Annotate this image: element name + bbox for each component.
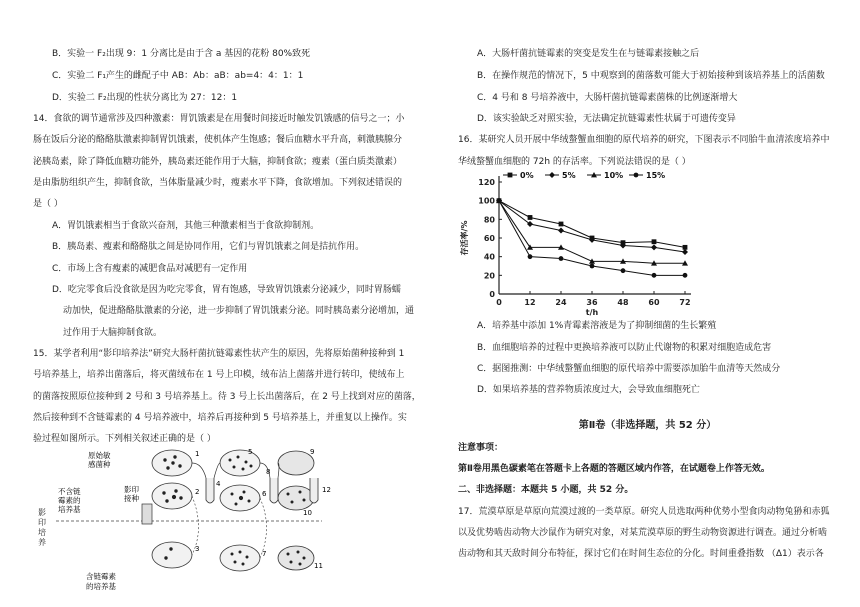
part-two-heading: 二、非选择题：本题共 5 小题，共 52 分。 [458, 485, 634, 495]
y-tick-label: 100 [478, 196, 495, 206]
data-point-1 [558, 228, 564, 234]
x-tick-label: 0 [496, 298, 502, 307]
plate-2 [152, 483, 192, 509]
y-tick-label: 60 [483, 234, 495, 243]
data-point-3 [621, 268, 626, 273]
svg-text:霉素的: 霉素的 [58, 496, 81, 505]
y-tick-label: 80 [483, 215, 495, 225]
data-point-3 [528, 254, 533, 259]
notes-title: 注意事项： [458, 443, 504, 453]
q13-option-c: C．实验二 F₁产生的雌配子中 AB：Ab：aB：ab=4：4：1：1 [52, 71, 304, 81]
plate-7 [220, 545, 260, 571]
svg-text:9: 9 [310, 448, 315, 456]
data-point-0 [652, 239, 657, 244]
tube-8 [270, 478, 278, 503]
q15-stem-line: 验过程如图所示。下列相关叙述正确的是（ ） [33, 434, 216, 444]
y-tick-label: 20 [483, 271, 495, 281]
q16-stem-line: 16．某研究人员开展中华绒螯蟹血细胞的原代培养的研究，下图表示不同胎牛血清浓度培养中 [458, 135, 830, 145]
y-axis-label: 存活率/% [460, 220, 469, 256]
legend-marker-0 [508, 173, 513, 178]
q13-option-b: B．实验一 F₂出现 9：1 分离比是由于含 a 基因的花粉 80%致死 [52, 49, 311, 59]
q14-stem-line: 14．食欲的调节通常涉及四种激素：胃饥饿素是在用餐时间接近时触发饥饿感的信号之一；小 [33, 114, 405, 124]
x-tick-label: 36 [586, 298, 598, 307]
data-point-3 [590, 264, 595, 269]
q14-stem-line: 是由脂肪组织产生，抑制食欲，当体脂量减少时，瘦素水平下降，食欲增加。下列叙述错误的 [33, 178, 403, 188]
y-tick-label: 120 [478, 178, 495, 187]
q14-option-b: B．胰岛素、瘦素和酪酪肽之间是协同作用，它们与胃饥饿素之间是拮抗作用。 [52, 242, 365, 252]
svg-text:感菌种: 感菌种 [88, 460, 111, 469]
plate-9 [278, 451, 314, 475]
q14-option-c: C．市场上含有瘦素的减肥食品对减肥有一定作用 [52, 264, 248, 274]
y-tick-label: 40 [483, 252, 495, 262]
x-axis-label: t/h [585, 308, 599, 317]
x-tick-label: 12 [524, 298, 536, 307]
q15-stem-line: 号培养基上，培养出菌落后，将灭菌绒布在 1 号上印模，绒布沾上菌落并进行转印，使绒布上 [33, 370, 405, 380]
svg-text:7: 7 [262, 550, 267, 558]
q15-option-c: C．4 号和 8 号培养液中，大肠杆菌抗链霉素菌株的比例逐渐增大 [477, 93, 738, 103]
series-line-2 [499, 201, 685, 264]
q14-stem-line: 是（ ） [33, 199, 63, 209]
svg-text:8: 8 [266, 468, 271, 476]
q16-option-b: B．血细胞培养的过程中更换培养液可以防止代谢物的积累对细胞造成危害 [477, 343, 772, 353]
svg-text:1: 1 [195, 450, 200, 458]
q15-stem-line: 然后接种到不含链霉素的 4 号培养液中，培养后再接种到 5 号培养基上，并重复以上操作。实 [33, 413, 407, 423]
svg-text:5: 5 [248, 448, 253, 456]
data-point-0 [559, 222, 564, 227]
q16-option-c: C．据图推测：中华绒螯蟹血细胞的原代培养中需要添加胎牛血清等天然成分 [477, 364, 781, 374]
notes-text: 第Ⅱ卷用黑色碳素笔在答题卡上各题的答题区域内作答，在试题卷上作答无效。 [458, 464, 770, 474]
q14-stem-line: 泌胰岛素，除了降低血糖功能外，胰岛素还能作用于大脑，抑制食欲；瘦素（蛋白质类激素） [33, 157, 403, 167]
q15-option-b: B．在操作规范的情况下，5 中观察到的菌落数可能大于初始接种到该培养基上的活菌数 [477, 71, 825, 81]
data-point-3 [683, 273, 688, 278]
data-point-3 [652, 273, 657, 278]
legend-label-1: 5% [562, 171, 576, 180]
q17-line: 17．荒漠草原是草原向荒漠过渡的一类草原。研究人员选取两种优势小型食肉动物兔狲和赤狐 [458, 507, 830, 517]
x-tick-label: 72 [679, 298, 691, 307]
replica-label: 影印培养 [37, 508, 47, 548]
q14-option-d-cont: 动加快，促进酪酪肽激素的分泌，进一步抑制了胃饥饿素分泌。同时胰岛素分泌增加，通 [63, 306, 415, 316]
svg-text:3: 3 [195, 545, 200, 553]
data-point-1 [651, 244, 657, 250]
velvet-label: 影印 [124, 485, 139, 494]
plate-11 [278, 546, 314, 570]
data-point-1 [682, 249, 688, 255]
plate-3 [152, 542, 192, 568]
y-tick-label: 0 [489, 290, 495, 299]
no-strep-label: 不含链 [58, 487, 81, 496]
original-label: 原始敏 [88, 451, 111, 460]
tube-4 [206, 478, 214, 503]
legend-marker-3 [634, 173, 639, 178]
survival-rate-chart [455, 168, 705, 316]
q17-line: 齿动物和其天敌时间分布特征，探讨它们在时间生态位的分化。时间重叠指数 （Δ1）表示各 [458, 549, 824, 559]
svg-text:2: 2 [195, 488, 200, 496]
q14-option-d-cont: 过作用于大脑抑制食欲。 [63, 328, 163, 338]
tube-12 [310, 478, 318, 503]
q13-option-d: D．实验二 F₂出现的性状分离比为 27：12：1 [52, 93, 238, 103]
x-tick-label: 24 [555, 298, 567, 307]
q14-stem-line: 肠在饭后分泌的酪酪肽激素抑制胃饥饿素，使机体产生饱感；餐后血糖水平升高，刺激胰腺分 [33, 135, 403, 145]
plate-10 [278, 486, 314, 510]
svg-text:6: 6 [262, 490, 267, 498]
x-tick-label: 60 [648, 298, 660, 307]
q16-option-d: D．如果培养基的营养物质浓度过大，会导致血细胞死亡 [477, 385, 700, 395]
plate-5 [220, 450, 260, 476]
x-tick-label: 48 [617, 298, 629, 307]
legend-label-2: 10% [604, 171, 624, 180]
q15-option-a: A．大肠杆菌抗链霉素的突变是发生在与链霉素接触之后 [477, 49, 700, 59]
svg-text:10: 10 [303, 509, 312, 517]
velvet-stamp [142, 504, 152, 524]
q15-option-d: D．该实验缺乏对照实验，无法确定抗链霉素性状属于可遗传变异 [477, 114, 736, 124]
data-point-3 [559, 256, 564, 261]
svg-text:接种: 接种 [124, 494, 139, 503]
svg-text:12: 12 [322, 486, 331, 494]
data-point-3 [497, 198, 502, 203]
data-point-0 [528, 215, 533, 220]
q14-option-a: A．胃饥饿素相当于食欲兴奋剂，其他三种激素相当于食欲抑制剂。 [52, 221, 320, 231]
q15-stem-line: 的菌落按照原位接种到 2 号和 3 号培养基上。待 3 号上长出菌落后，在 2 号上找到对应的菌落， [33, 392, 421, 402]
legend-label-0: 0% [520, 171, 534, 180]
q17-line: 以及优势啮齿动物大沙鼠作为研究对象，对某荒漠草原的野生动物资源进行调查。通过分析啮 [458, 528, 828, 538]
q14-option-d: D．吃完零食后没食欲是因为吃完零食，胃有饱感，导致胃饥饿素分泌减少，同时胃肠蠕 [52, 285, 401, 295]
svg-text:4: 4 [216, 480, 221, 488]
svg-text:11: 11 [314, 562, 323, 570]
with-strep-label: 含链霉素 [86, 572, 116, 581]
q16-stem-line: 华绒螯蟹血细胞的 72h 的存活率。下列说法错误的是（ ） [458, 157, 691, 167]
legend-label-3: 15% [646, 171, 666, 180]
legend-marker-1 [549, 172, 555, 178]
svg-text:的培养基: 的培养基 [86, 582, 116, 591]
svg-text:培养基: 培养基 [58, 505, 81, 514]
q15-stem-line: 15．某学者利用“影印培养法”研究大肠杆菌抗链霉素性状产生的原因，先将原始菌种接种到 1 [33, 349, 405, 359]
series-line-1 [499, 201, 685, 252]
replica-plating-diagram [30, 448, 330, 598]
q16-option-a: A．培养基中添加 1%青霉素溶液是为了抑制细菌的生长繁殖 [477, 321, 717, 331]
section-title: 第Ⅱ卷（非选择题，共 52 分） [578, 420, 717, 431]
